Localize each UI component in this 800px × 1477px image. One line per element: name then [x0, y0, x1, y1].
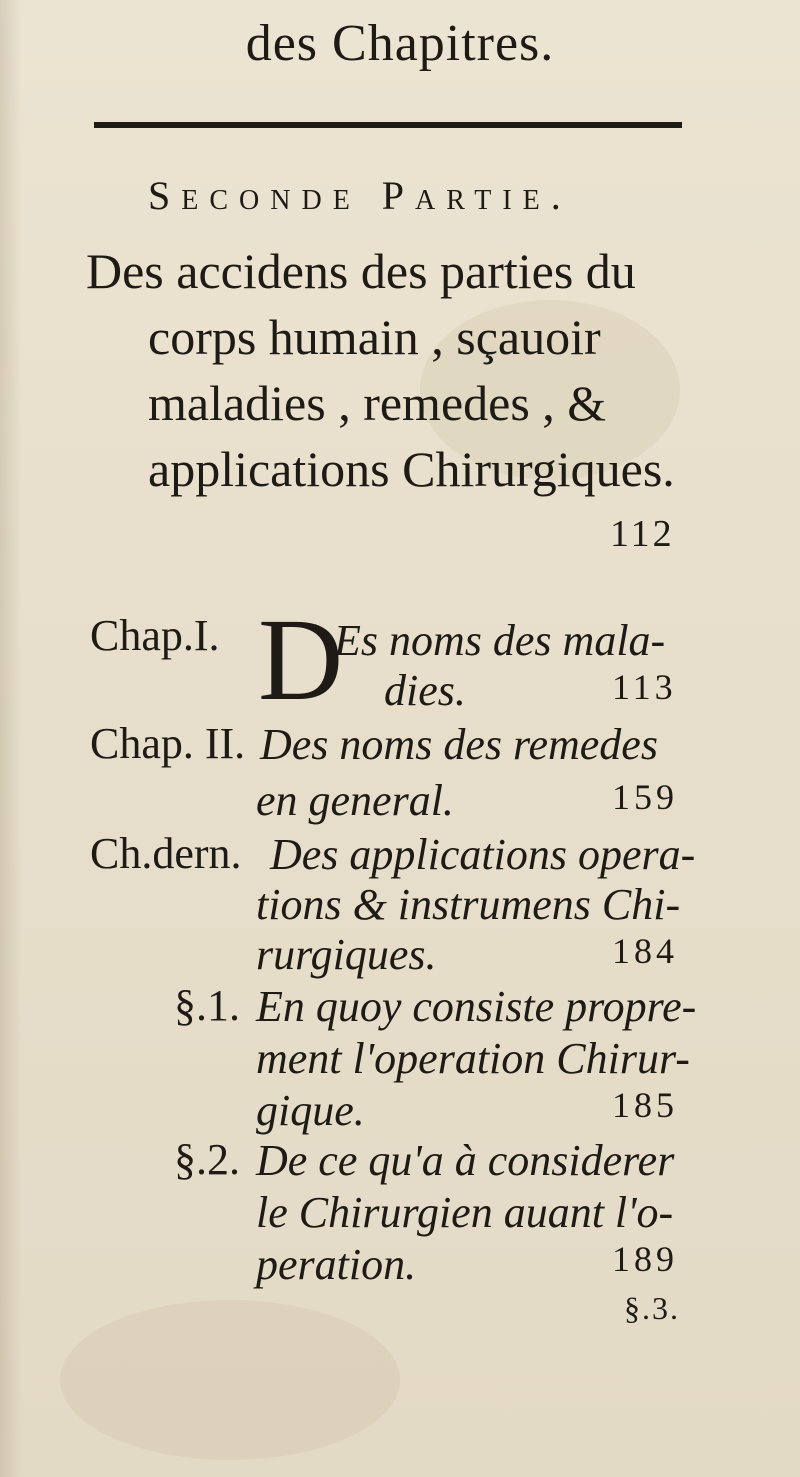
section-label: §.1. [174, 981, 240, 1030]
drop-capital: D [258, 594, 344, 725]
chapter-label: Chap. II. [90, 719, 246, 768]
page-number: 184 [612, 931, 678, 971]
page-number: 189 [612, 1239, 678, 1279]
page-number: 113 [612, 667, 677, 707]
section-title-line: Des accidens des parties du [86, 243, 636, 299]
chapter-title: Es noms des mala- [334, 616, 666, 665]
section-entry-title: ment l'operation Chirur- [256, 1034, 690, 1083]
section-entry-title: En quoy consiste propre- [256, 982, 697, 1031]
page-number: 185 [612, 1085, 678, 1125]
section-page-number: 112 [610, 513, 675, 555]
chapter-title: Des noms des remedes [260, 720, 658, 769]
catchword: §.3. [624, 1290, 680, 1326]
chapter-title: dies. [384, 666, 466, 715]
running-header: des Chapitres. [245, 15, 555, 72]
section-entry-title: gique. [256, 1086, 365, 1135]
section-title-continuation: corps humain , sçauoir maladies , remedes , & applications Chirurgiques. [148, 309, 675, 497]
chapter-title: rurgiques. [256, 930, 437, 979]
chapter-label: Chap.I. [90, 611, 220, 660]
chapter-label: Ch.dern. [90, 829, 242, 878]
chapter-title: tions & instrumens Chi- [256, 880, 681, 929]
section-title [86, 238, 696, 502]
page-edge-shadow [0, 0, 22, 1477]
chapter-title: Des applications opera- [270, 830, 696, 879]
part-heading: Seconde Partie. [148, 173, 572, 218]
section-entry-title: le Chirurgien auant l'o- [256, 1188, 674, 1237]
header-rule [94, 122, 682, 128]
section-label: §.2. [174, 1135, 240, 1184]
chapter-title: en general. [256, 776, 454, 825]
paper-stain [60, 1300, 400, 1460]
page-number: 159 [612, 777, 678, 817]
section-entry-title: peration. [256, 1240, 417, 1289]
section-entry-title: De ce qu'a à considerer [256, 1136, 675, 1185]
